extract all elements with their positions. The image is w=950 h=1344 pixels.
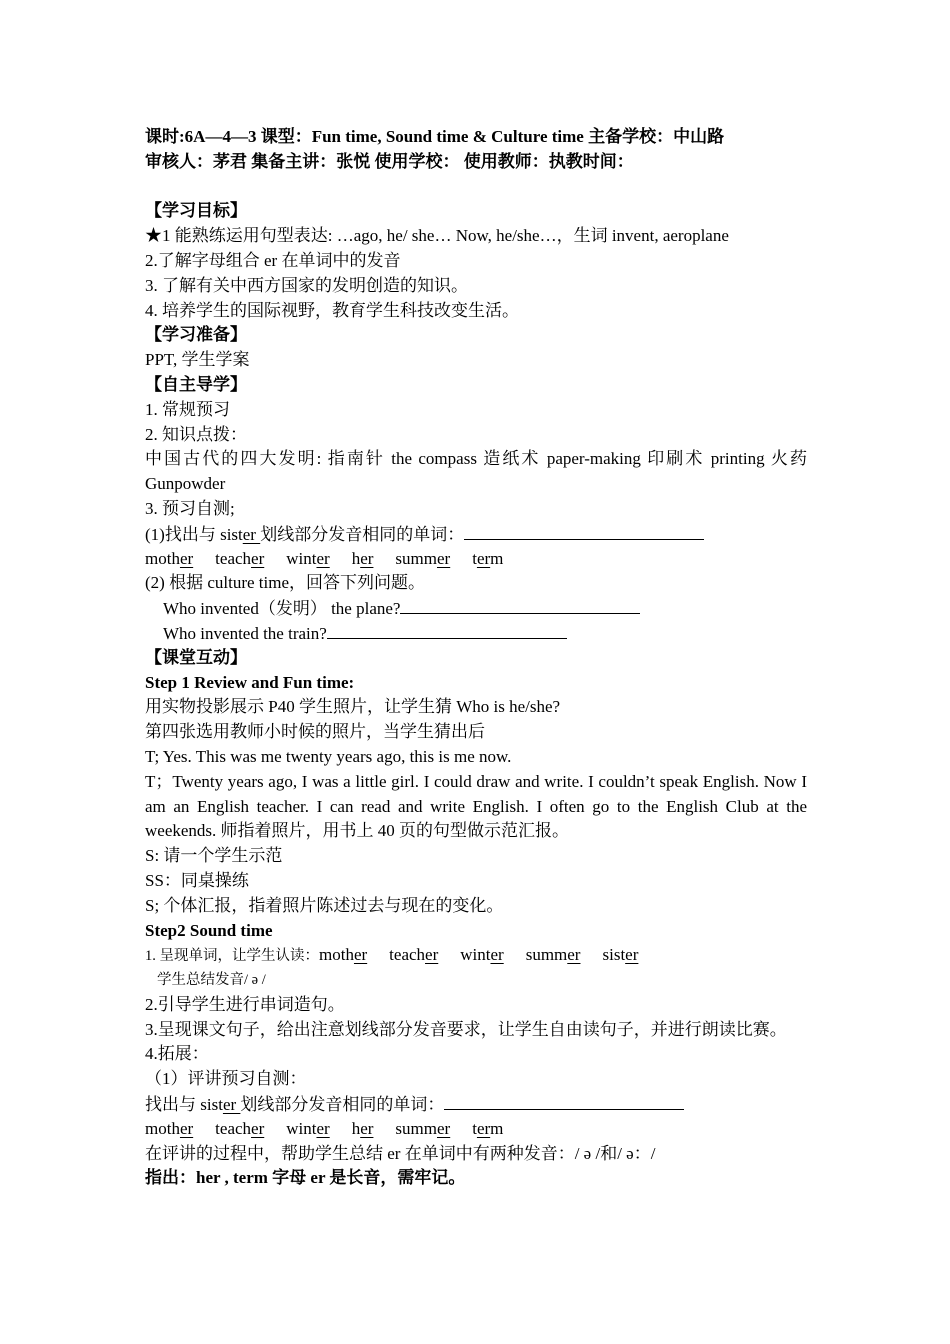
question-2b	[145, 621, 807, 646]
word-item	[286, 549, 329, 568]
question-2: (2) 根据 culture time，回答下列问题。	[145, 573, 425, 593]
step-1-p2: 第四张选用教师小时候的照片，当学生猜出后	[145, 722, 485, 742]
word-stem: moth	[145, 1118, 180, 1138]
goals-heading: 【学习目标】	[145, 201, 247, 221]
word-er-underlined: er	[436, 548, 451, 568]
word-er-underlined: er	[490, 945, 504, 965]
question-1-suffix: 划线部分发音相同的单词：	[260, 524, 465, 544]
word-item	[145, 1119, 193, 1138]
goal-item-1: ★1 能熟练运用句型表达: …ago, he/ she… Now, he/she…，生词 invent, aeroplane	[145, 226, 729, 246]
step-2-item-2: 2.引导学生进行串词造句。	[145, 994, 345, 1014]
word-item	[395, 549, 450, 568]
word-item	[352, 549, 374, 568]
header-line-2: 审核人：茅君 集备主讲：张悦 使用学校： 使用教师：执教时间：	[145, 151, 634, 171]
word-stem: h	[351, 548, 361, 568]
question-2a-text: Who invented（发明） the plane?	[163, 599, 401, 619]
find-question-suffix: 划线部分发音相同的单词：	[240, 1095, 445, 1115]
word-er-underlined: er	[476, 548, 491, 568]
answer-blank[interactable]	[400, 596, 640, 614]
word-er-underlined: er	[316, 1118, 330, 1138]
word-item	[389, 945, 438, 964]
word-er-underlined: er	[251, 1118, 265, 1138]
word-stem: teach	[215, 1118, 252, 1138]
word-stem: sist	[602, 945, 626, 965]
word-stem: h	[351, 1118, 361, 1138]
self-study-item-2: 2. 知识点拨：	[145, 424, 247, 444]
word-er-underlined: er	[567, 945, 581, 965]
step-1-title: Step 1 Review and Fun time:	[145, 672, 355, 692]
word-er-underlined: er	[179, 548, 194, 568]
find-question-prefix: 找出与 sist	[145, 1095, 223, 1115]
word-item	[286, 1119, 329, 1138]
step-1-p4: T；Twenty years ago, I was a little girl. I could draw and write. I couldn’t speak English. Now I am an English teacher. I can read and write English. I often go to the English Club at the weekends. 师指着照片，用书上 40 页的句型做示范汇报。	[145, 771, 807, 841]
step-2-item-1	[145, 943, 807, 968]
word-er-underlined: er	[360, 1118, 374, 1138]
word-stem: t	[472, 1118, 477, 1138]
step-1-p3: T; Yes. This was me twenty years ago, this is me now.	[145, 746, 512, 766]
classroom-heading: 【课堂互动】	[145, 647, 247, 667]
find-question-er: er	[222, 1095, 241, 1115]
word-tail: m	[490, 1118, 504, 1138]
word-stem: summ	[395, 1118, 437, 1138]
word-item	[602, 945, 638, 964]
goal-item-3: 3. 了解有关中西方国家的发明创造的知识。	[145, 275, 468, 295]
goal-item-4: 4. 培养学生的国际视野，教育学生科技改变生活。	[145, 300, 519, 320]
word-item	[395, 1119, 450, 1138]
step-2-item-1-prefix: 1. 呈现单词，让学生认读：	[145, 948, 319, 965]
word-er-underlined: er	[179, 1118, 194, 1138]
word-item	[319, 945, 367, 964]
word-stem: wint	[286, 548, 317, 568]
step-1-p6: SS：同桌操练	[145, 870, 249, 890]
word-er-underlined: er	[316, 548, 330, 568]
question-2a	[145, 596, 807, 621]
word-er-underlined: er	[436, 1118, 451, 1138]
answer-blank[interactable]	[327, 621, 567, 639]
word-er-underlined: er	[425, 945, 439, 965]
step-2-item-4: 4.拓展：	[145, 1044, 209, 1064]
header-line-1: 课时:6A—4—3 课型：Fun time, Sound time & Culture time 主备学校：中山路	[145, 127, 725, 146]
step-2-title: Step2 Sound time	[145, 920, 273, 940]
word-list-1	[145, 547, 807, 572]
word-er-underlined: er	[625, 945, 639, 965]
word-item	[472, 549, 503, 568]
step-1-p7: S; 个体汇报，指着照片陈述过去与现在的变化。	[145, 895, 504, 915]
self-study-item-3: 3. 预习自测;	[145, 498, 235, 518]
word-item	[352, 1119, 374, 1138]
word-stem: teach	[389, 945, 426, 965]
word-stem: wint	[460, 945, 491, 965]
word-list-2	[319, 945, 638, 964]
word-item	[526, 945, 581, 964]
word-item	[460, 945, 503, 964]
word-stem: summ	[395, 548, 437, 568]
lesson-plan-document	[145, 125, 807, 1191]
step-1-p5: S: 请一个学生示范	[145, 846, 283, 866]
er-summary: 在评讲的过程中，帮助学生总结 er 在单词中有两种发音：/ ə /和/ ə：/	[145, 1143, 656, 1163]
word-item	[145, 549, 193, 568]
word-er-underlined: er	[353, 945, 368, 965]
prep-heading: 【学习准备】	[145, 325, 247, 345]
word-stem: t	[472, 548, 477, 568]
question-2b-text: Who invented the train?	[163, 623, 327, 643]
self-study-heading: 【自主导学】	[145, 374, 247, 394]
word-er-underlined: er	[251, 548, 265, 568]
step-2-note: 学生总结发音/ ə /	[157, 972, 266, 989]
answer-blank[interactable]	[464, 522, 704, 540]
self-study-item-1: 1. 常规预习	[145, 399, 230, 419]
word-er-underlined: er	[360, 548, 374, 568]
word-list-3	[145, 1117, 807, 1142]
er-key-point: 指出：her , term 字母 er 是长音，需牢记。	[145, 1168, 466, 1188]
question-1	[145, 522, 807, 547]
word-stem: wint	[286, 1118, 317, 1138]
word-stem: teach	[215, 548, 252, 568]
word-stem: moth	[319, 945, 354, 965]
question-1-prefix: (1)找出与 sist	[145, 524, 243, 544]
word-er-underlined: er	[476, 1118, 491, 1138]
step-1-p1: 用实物投影展示 P40 学生照片，让学生猜 Who is he/she?	[145, 697, 561, 717]
step-2-item-3: 3.呈现课文句子，给出注意划线部分发音要求，让学生自由读句子，并进行朗读比赛。	[145, 1019, 787, 1039]
word-item	[472, 1119, 503, 1138]
answer-blank[interactable]	[444, 1092, 684, 1110]
word-item	[215, 1119, 264, 1138]
find-question	[145, 1092, 807, 1117]
question-1-er: er	[242, 524, 261, 544]
prep-text: PPT, 学生学案	[145, 350, 250, 370]
four-inventions-paragraph: 中国古代的四大发明: 指南针 the compass 造纸术 paper-making 印刷术 printing 火药 Gunpowder	[145, 449, 807, 494]
word-item	[215, 549, 264, 568]
word-tail: m	[490, 548, 504, 568]
word-stem: moth	[145, 548, 180, 568]
goal-item-2: 2.了解字母组合 er 在单词中的发音	[145, 250, 401, 270]
word-stem: summ	[525, 945, 568, 965]
spacer	[145, 175, 807, 200]
step-2-item-4-1: （1）评讲预习自测：	[145, 1069, 307, 1089]
